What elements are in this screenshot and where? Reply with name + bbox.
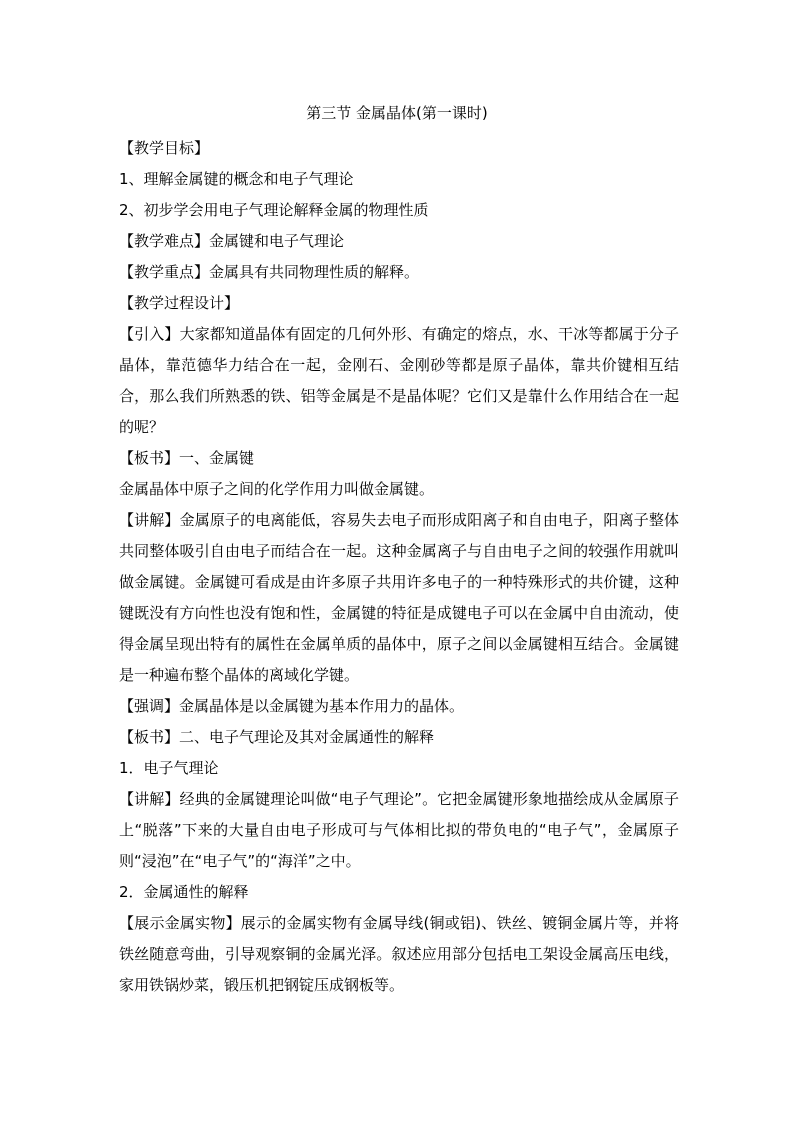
paragraph-label: 【讲解】	[119, 511, 180, 529]
paragraph	[119, 908, 679, 1001]
paragraph-text: 二、电子气理论及其对金属通性的解释	[179, 728, 435, 746]
paragraph-label: 【板书】	[119, 449, 180, 467]
paragraph-text: 2．金属通性的解释	[119, 883, 249, 901]
paragraph	[119, 784, 679, 877]
paragraph-label: 【展示金属实物】	[119, 914, 241, 932]
paragraph-label: 【引入】	[119, 325, 180, 343]
paragraph-text: 2、初步学会用电子气理论解释金属的物理性质	[119, 201, 429, 219]
paragraph	[119, 226, 679, 257]
paragraph-text: 金属晶体是以金属键为基本作用力的晶体。	[179, 697, 465, 715]
paragraph	[119, 319, 679, 443]
paragraph-text: 金属晶体中原子之间的化学作用力叫做金属键。	[119, 480, 435, 498]
paragraph-text: 【教学过程设计】	[119, 294, 240, 312]
paragraph	[119, 505, 679, 691]
paragraph-text: 金属键和电子气理论	[209, 232, 345, 250]
paragraph	[119, 195, 679, 226]
paragraph-text: 1、理解金属键的概念和电子气理论	[119, 170, 354, 188]
paragraph	[119, 443, 679, 474]
document-body	[119, 133, 679, 1001]
paragraph-text: 金属原子的电离能低，容易失去电子而形成阳离子和自由电子，阳离子整体共同整体吸引自由电子而结合在一起。这种金属离子与自由电子之间的较强作用就叫做金属键。金属键可看成是由许多原子共用许多电子的一种特殊形式的共价键，这种键既没有方向性也没有饱和性，金属键的特征是成键电子可以在金属中自由流动，使得金属呈现出特有的属性在金属单质的晶体中，原子之间以金属键相互结合。金属键是一种遍布整个晶体的离域化学键。	[119, 511, 679, 684]
paragraph-text: 经典的金属键理论叫做“电子气理论”。它把金属键形象地描绘成从金属原子上“脱落”下来的大量自由电子形成可与气体相比拟的带负电的“电子气”，金属原子则“浸泡”在“电子气”的“海洋”之中。	[119, 790, 679, 870]
page-title: 第三节 金属晶体(第一课时)	[306, 104, 488, 122]
paragraph-text: 展示的金属实物有金属导线(铜或铝)、铁丝、镀铜金属片等，并将铁丝随意弯曲，引导观察铜的金属光泽。叙述应用部分包括电工架设金属高压电线，家用铁锅炒菜，锻压机把钢锭压成钢板等。	[119, 914, 679, 994]
paragraph	[119, 164, 679, 195]
paragraph-text: 1．电子气理论	[119, 759, 219, 777]
paragraph	[119, 753, 679, 784]
paragraph	[119, 257, 679, 288]
paragraph-text: 【教学目标】	[119, 139, 210, 157]
paragraph	[119, 133, 679, 164]
paragraph-text: 一、金属键	[179, 449, 255, 467]
paragraph-label: 【教学重点】	[119, 263, 210, 281]
paragraph-label: 【板书】	[119, 728, 180, 746]
paragraph	[119, 691, 679, 722]
paragraph	[119, 877, 679, 908]
paragraph-label: 【强调】	[119, 697, 180, 715]
paragraph-text: 金属具有共同物理性质的解释。	[209, 263, 420, 281]
paragraph-label: 【教学难点】	[119, 232, 210, 250]
paragraph	[119, 474, 679, 505]
paragraph	[119, 722, 679, 753]
paragraph-text: 大家都知道晶体有固定的几何外形、有确定的熔点，水、干冰等都属于分子晶体，靠范德华力结合在一起，金刚石、金刚砂等都是原子晶体，靠共价键相互结合，那么我们所熟悉的铁、铝等金属是不是晶体呢？它们又是靠什么作用结合在一起的呢？	[119, 325, 679, 436]
paragraph	[119, 288, 679, 319]
paragraph-label: 【讲解】	[119, 790, 180, 808]
